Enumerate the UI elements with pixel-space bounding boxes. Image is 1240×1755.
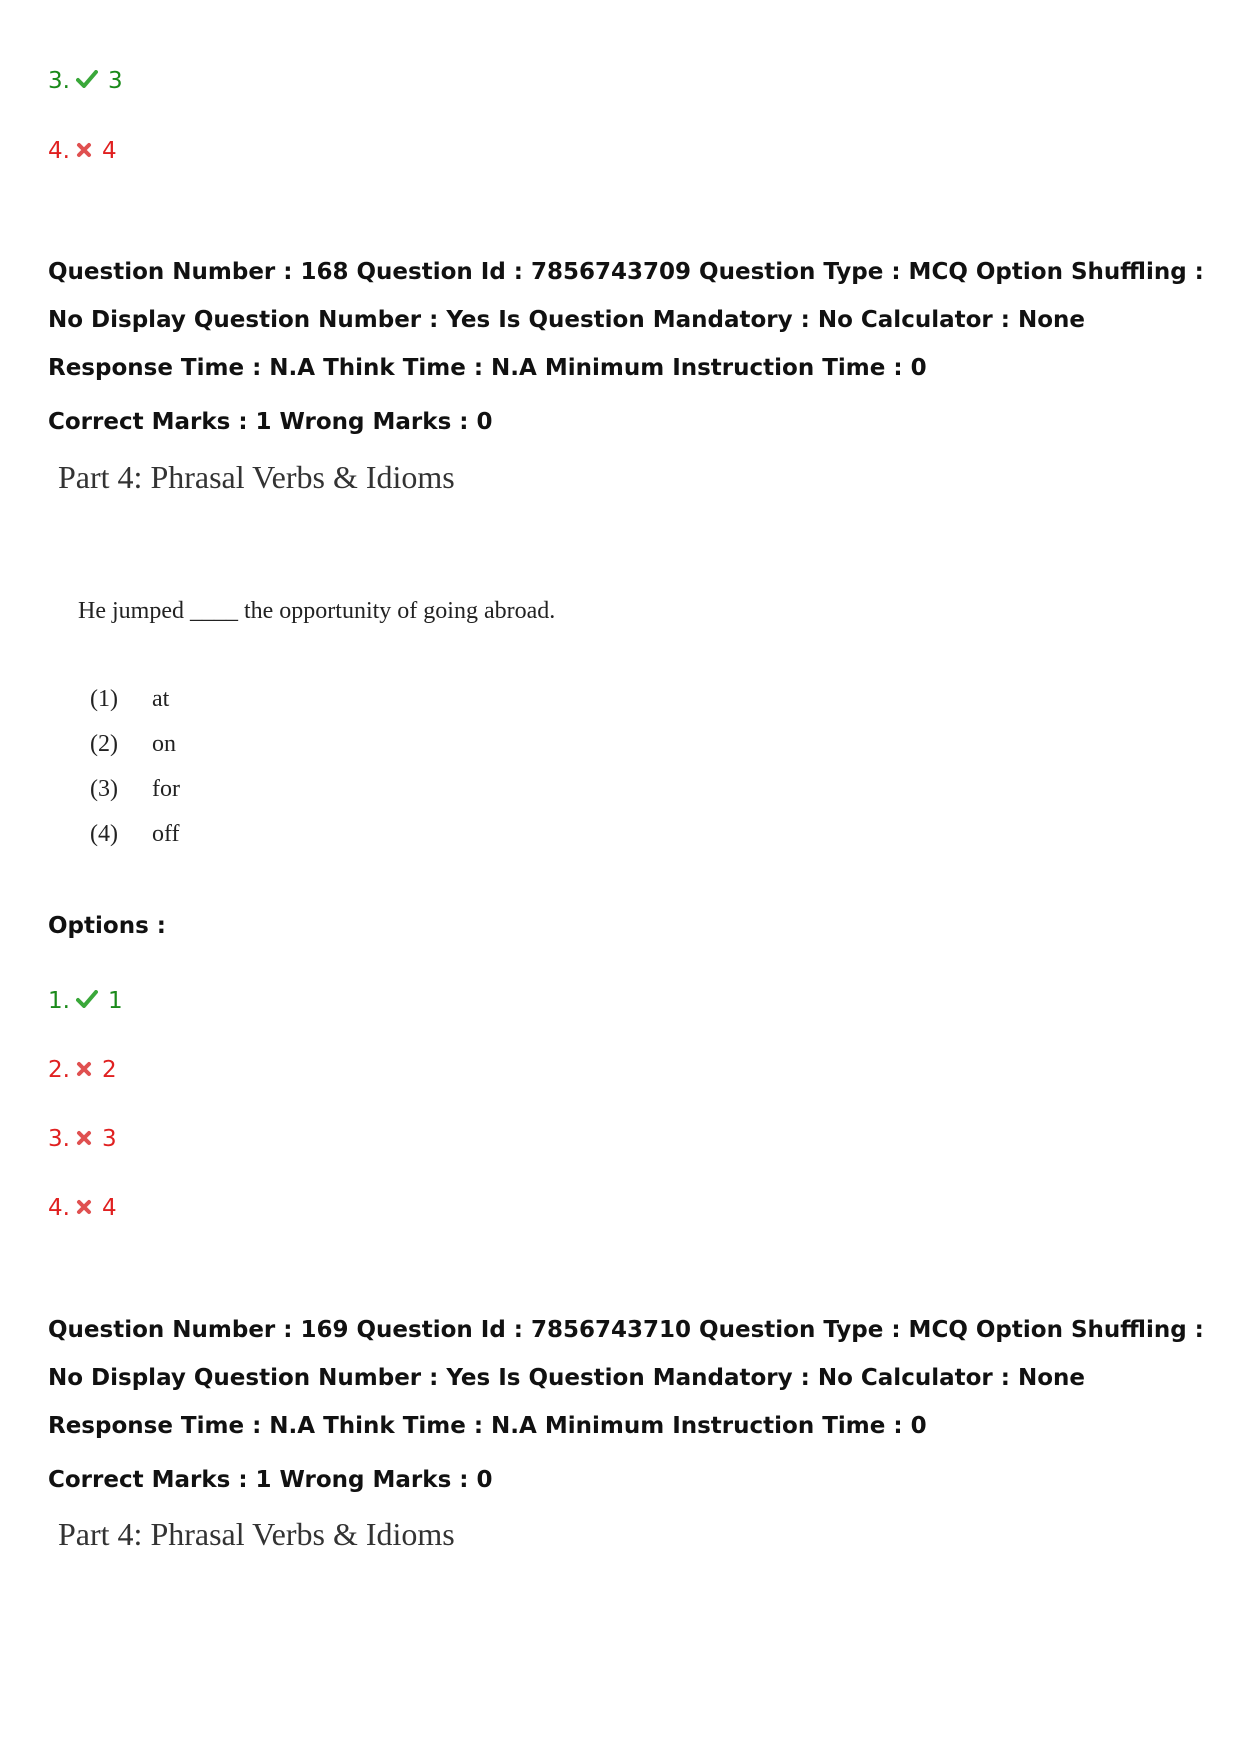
- option-number: 4.: [48, 138, 70, 164]
- check-icon: [76, 66, 98, 96]
- option-row: [48, 136, 117, 166]
- option-label: 4: [101, 1195, 117, 1221]
- choice-text: for: [152, 776, 180, 802]
- question-marks: Correct Marks : 1 Wrong Marks : 0: [48, 409, 493, 435]
- option-label: 4: [101, 138, 117, 164]
- cross-icon: [76, 1124, 92, 1154]
- choice-number: (2): [90, 731, 118, 757]
- choice-text: off: [152, 821, 180, 847]
- question-choice: [90, 821, 180, 848]
- option-number: 3.: [48, 1126, 70, 1152]
- question-text: He jumped ____ the opportunity of going abroad.: [78, 598, 556, 624]
- cross-icon: [76, 1193, 92, 1223]
- cross-icon: [76, 136, 92, 166]
- options-label: Options :: [48, 913, 166, 939]
- choice-number: (1): [90, 686, 118, 712]
- option-label: 1: [107, 988, 123, 1014]
- question-meta: Question Number : 169 Question Id : 7856743710 Question Type : MCQ Option Shuffling : No Display Question Number : Yes Is Question Mandatory : No Calculator : None Response Time : N.A Think Time : N.A Minimum Instruction Time : 0: [48, 1317, 1204, 1439]
- question-meta: Question Number : 168 Question Id : 7856743709 Question Type : MCQ Option Shuffling : No Display Question Number : Yes Is Question Mandatory : No Calculator : None Response Time : N.A Think Time : N.A Minimum Instruction Time : 0: [48, 259, 1204, 381]
- option-number: 4.: [48, 1195, 70, 1221]
- option-number: 2.: [48, 1057, 70, 1083]
- question-choice: [90, 731, 176, 758]
- question-choice: [90, 686, 169, 713]
- option-row: [48, 1193, 117, 1223]
- part-title: Part 4: Phrasal Verbs & Idioms: [58, 1516, 455, 1552]
- option-label: 2: [101, 1057, 117, 1083]
- choice-number: (4): [90, 821, 118, 847]
- option-number: 3.: [48, 68, 70, 94]
- choice-text: at: [152, 686, 170, 712]
- option-row: [48, 1055, 117, 1085]
- option-row: [48, 1124, 117, 1154]
- question-marks: Correct Marks : 1 Wrong Marks : 0: [48, 1467, 493, 1493]
- option-row: [48, 986, 123, 1016]
- choice-text: on: [152, 731, 176, 757]
- cross-icon: [76, 1055, 92, 1085]
- choice-number: (3): [90, 776, 118, 802]
- question-choice: [90, 776, 180, 803]
- check-icon: [76, 986, 98, 1016]
- option-label: 3: [101, 1126, 117, 1152]
- option-label: 3: [107, 68, 123, 94]
- option-number: 1.: [48, 988, 70, 1014]
- part-title: Part 4: Phrasal Verbs & Idioms: [58, 459, 455, 495]
- option-row: [48, 66, 123, 96]
